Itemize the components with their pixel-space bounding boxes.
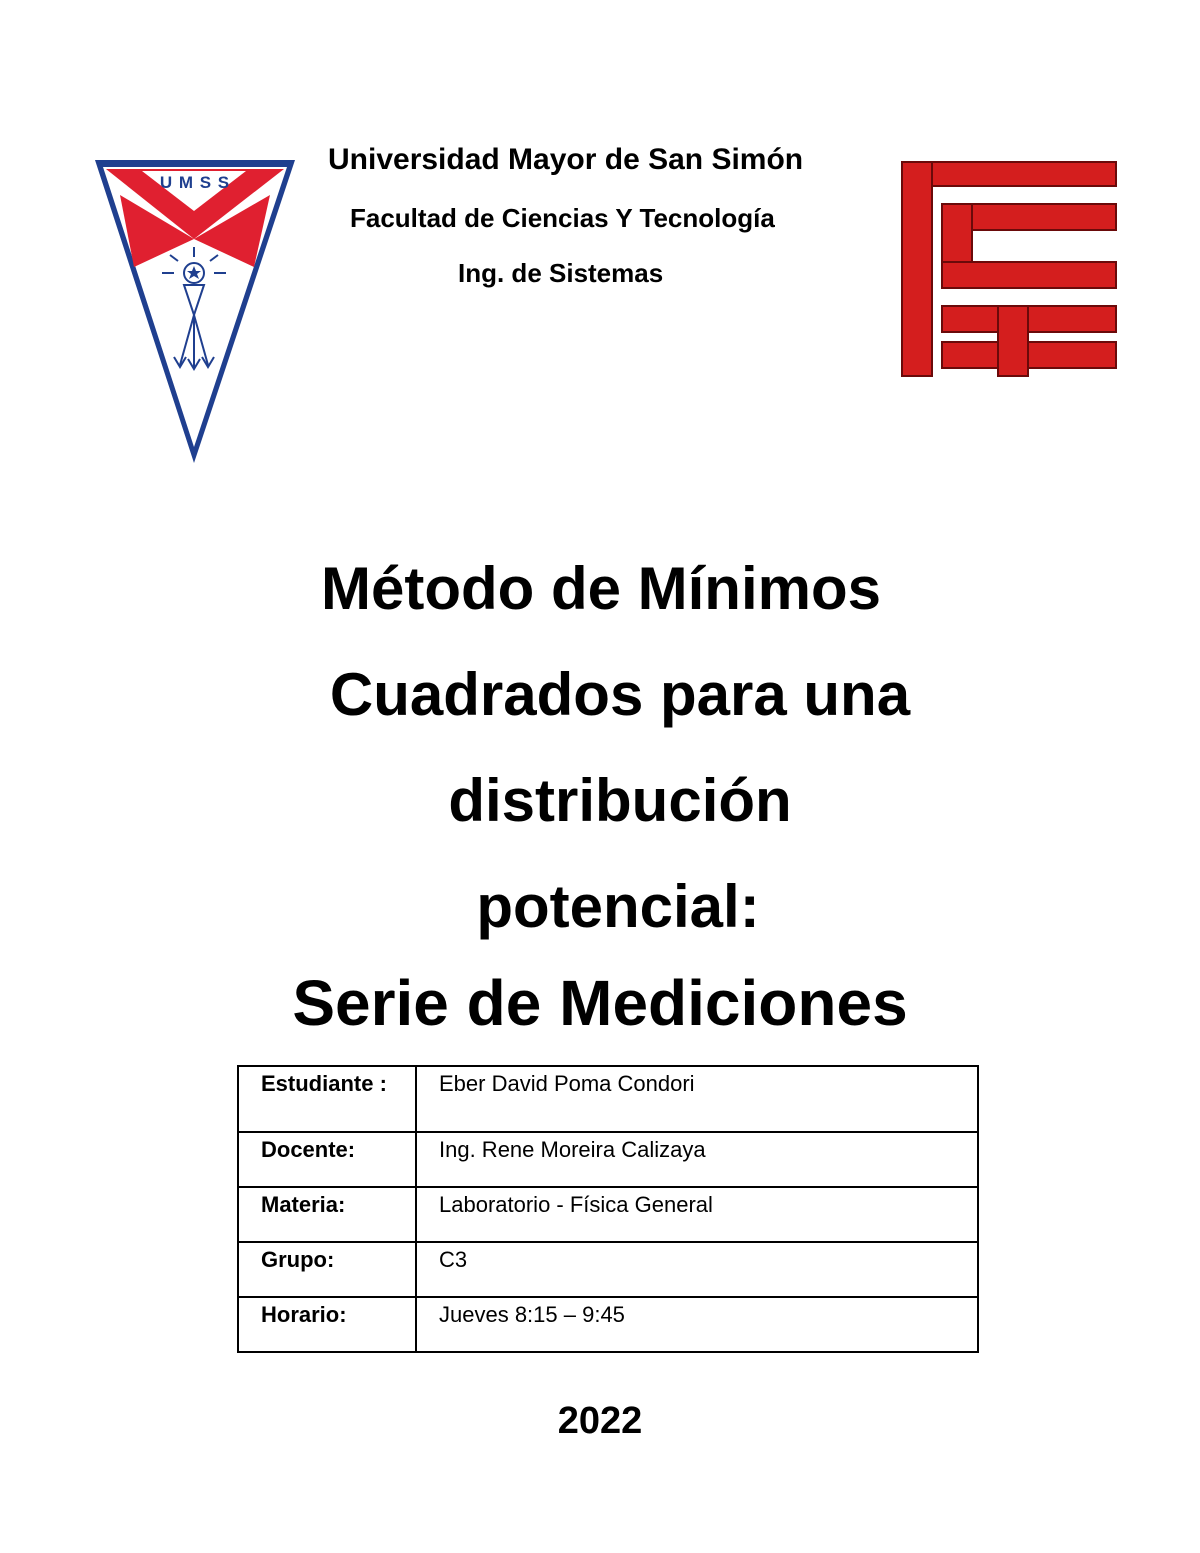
- row-label: Grupo:: [238, 1242, 416, 1297]
- title-line: Método de Mínimos: [321, 555, 881, 622]
- info-table: [237, 1065, 979, 1353]
- table-row: [238, 1242, 978, 1297]
- umss-logo: [90, 155, 300, 467]
- row-label: Estudiante :: [238, 1066, 416, 1132]
- document-title: [0, 536, 1200, 960]
- table-row: [238, 1187, 978, 1242]
- row-value: Jueves 8:15 – 9:45: [416, 1297, 978, 1352]
- title-line: distribución: [448, 767, 792, 834]
- row-value: Ing. Rene Moreira Calizaya: [416, 1132, 978, 1187]
- row-value: C3: [416, 1242, 978, 1297]
- university-name: Universidad Mayor de San Simón: [328, 143, 804, 176]
- title-line: potencial:: [476, 873, 760, 940]
- table-row: [238, 1132, 978, 1187]
- table-row: [238, 1297, 978, 1352]
- title-line: Cuadrados para una: [329, 661, 911, 728]
- row-label: Horario:: [238, 1297, 416, 1352]
- year: 2022: [557, 1400, 643, 1442]
- row-label: Docente:: [238, 1132, 416, 1187]
- row-value: Eber David Poma Condori: [416, 1066, 978, 1132]
- umss-logo-text: U M S S: [159, 173, 231, 192]
- career-name: Ing. de Sistemas: [458, 258, 664, 288]
- table-row: [238, 1066, 978, 1132]
- row-value: Laboratorio - Física General: [416, 1187, 978, 1242]
- row-label: Materia:: [238, 1187, 416, 1242]
- fcyt-logo: [898, 158, 1120, 380]
- document-subtitle: Serie de Mediciones: [292, 967, 908, 1039]
- faculty-name: Facultad de Ciencias Y Tecnología: [350, 203, 775, 233]
